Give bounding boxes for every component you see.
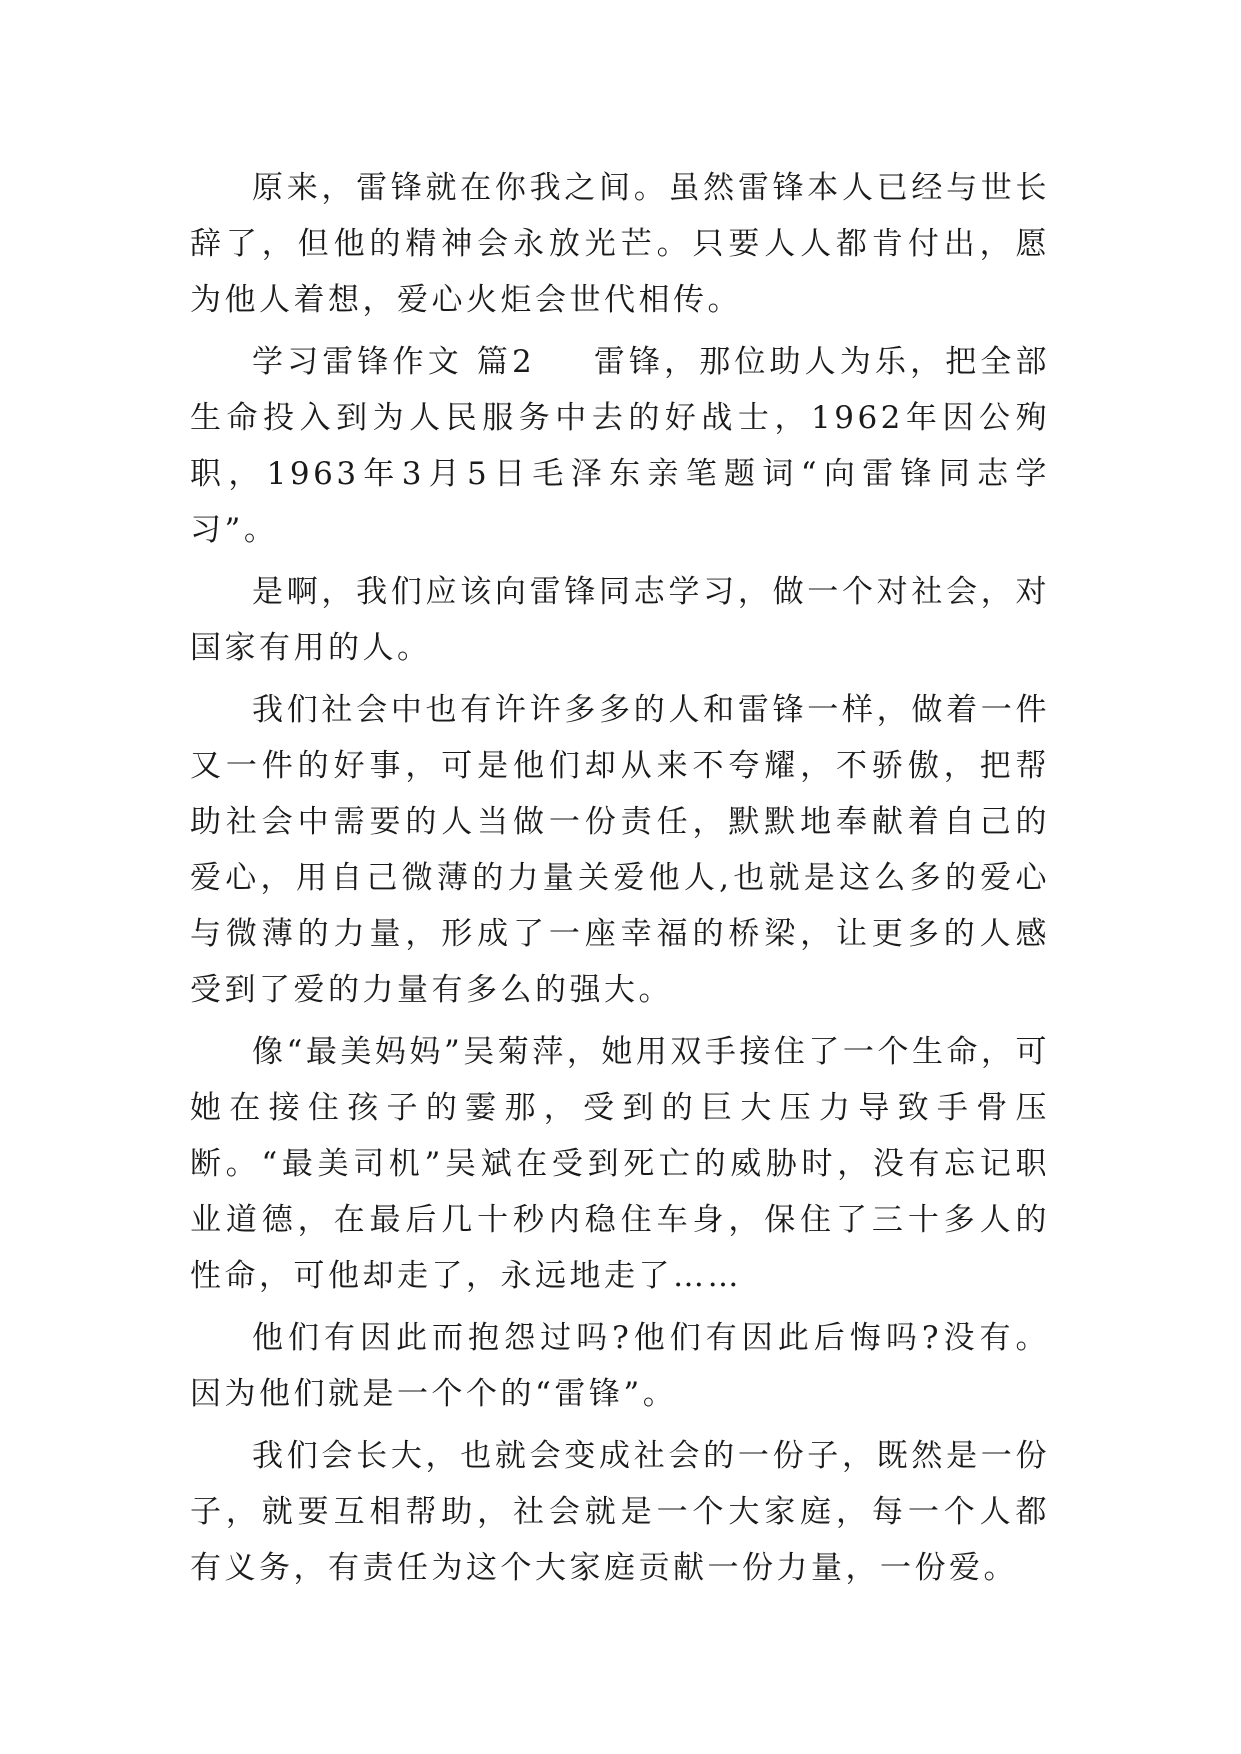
paragraph-2-text: 雷锋，那位助人为乐，把全部生命投入到为人民服务中去的好战士，1962年因公殉职，1963年3月5日毛泽东亲笔题词“向雷锋同志学习”。	[190, 344, 1051, 548]
paragraph-5-text: 像“最美妈妈”吴菊萍，她用双手接住了一个生命，可她在接住孩子的霎那，受到的巨大压力导致手骨压断。“最美司机”吴斌在受到死亡的威胁时，没有忘记职业道德，在最后几十秒内稳住车身，保住了三十多人的性命，可他却走了，永远地走了……	[190, 1034, 1050, 1294]
paragraph-6-text: 他们有因此而抱怨过吗?他们有因此后悔吗?没有。因为他们就是一个个的“雷锋”。	[190, 1320, 1050, 1412]
paragraph-5	[190, 1024, 1050, 1304]
paragraph-2	[190, 334, 1050, 558]
section-heading: 学习雷锋作文 篇2	[252, 344, 536, 380]
paragraph-3-text: 是啊，我们应该向雷锋同志学习，做一个对社会，对国家有用的人。	[190, 574, 1050, 666]
paragraph-6	[190, 1310, 1050, 1422]
paragraph-7	[190, 1428, 1050, 1596]
paragraph-7-text: 我们会长大，也就会变成社会的一份子，既然是一份子，就要互相帮助，社会就是一个大家庭，每一个人都有义务，有责任为这个大家庭贡献一份力量，一份爱。	[190, 1438, 1050, 1586]
paragraph-1	[190, 160, 1050, 328]
paragraph-1-text: 原来，雷锋就在你我之间。虽然雷锋本人已经与世长辞了，但他的精神会永放光芒。只要人人都肯付出，愿为他人着想，爱心火炬会世代相传。	[190, 170, 1050, 318]
paragraph-3	[190, 564, 1050, 676]
paragraph-4-text: 我们社会中也有许许多多的人和雷锋一样，做着一件又一件的好事，可是他们却从来不夸耀，不骄傲，把帮助社会中需要的人当做一份责任，默默地奉献着自己的爱心，用自己微薄的力量关爱他人,也就是这么多的爱心与微薄的力量，形成了一座幸福的桥梁，让更多的人感受到了爱的力量有多么的强大。	[190, 692, 1050, 1008]
document-body	[190, 160, 1050, 1602]
paragraph-4	[190, 682, 1050, 1018]
